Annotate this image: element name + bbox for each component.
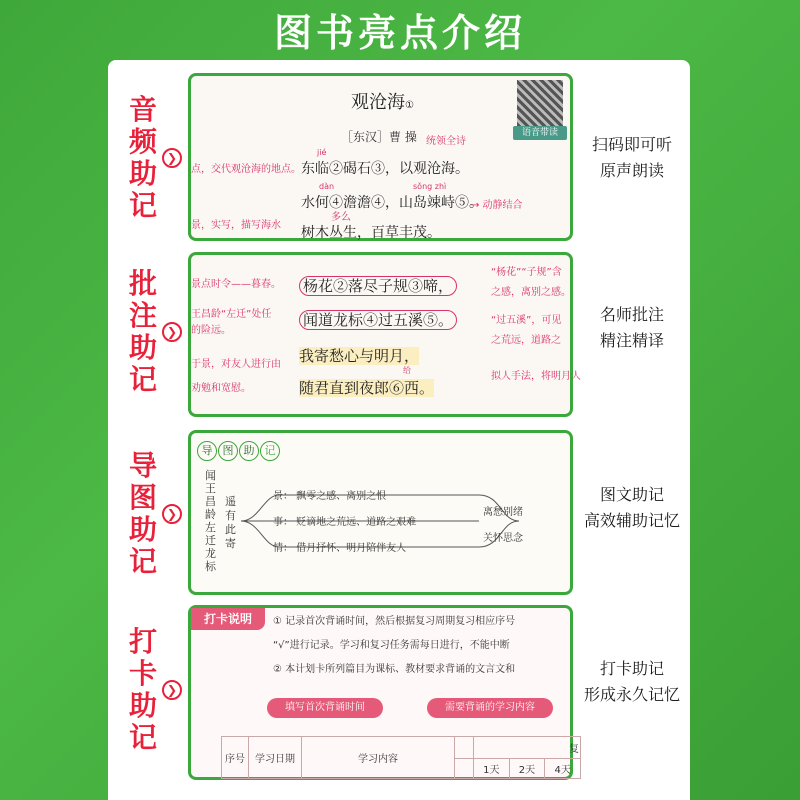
checkin-table <box>221 736 581 779</box>
margin-note: 点，交代观沧海的地点。 <box>191 164 301 175</box>
poem-line: 水何④澹澹④，山岛竦峙⑤。 <box>301 195 483 211</box>
mindmap-summary: 离愁别绪 <box>483 507 523 518</box>
mindmap-branch: 景： 飘零之感、离别之恨 <box>273 491 387 502</box>
qr-code-icon[interactable] <box>517 80 563 126</box>
margin-note: 于景，对友人进行由 <box>191 359 281 370</box>
poem-line: 杨花②落尽子规③啼， <box>299 275 457 296</box>
margin-note: 之荒远，道路之 <box>491 335 561 346</box>
recite-content-button[interactable]: 需要背诵的学习内容 <box>427 698 553 718</box>
section-desc-mindmap: 图文助记 高效辅助记忆 <box>583 485 680 530</box>
first-recite-time-button[interactable]: 填写首次背诵时间 <box>267 698 383 718</box>
annotation-sample-card <box>188 252 581 417</box>
poem-line: 闻道龙标④过五溪⑤。 <box>299 309 457 330</box>
section-label-annotation: 批 注 助 记 <box>128 267 157 396</box>
margin-note: 景点时令——暮春。 <box>191 279 281 290</box>
chevron-right-icon: ❯ <box>162 504 182 524</box>
mindmap-branch: 情： 借月抒怀、明月陪伴友人 <box>273 543 407 554</box>
page-title: 图书亮点介绍 <box>273 11 526 55</box>
margin-note: “杨花”“子规”含 <box>491 267 562 278</box>
table-header: 学习内容 <box>302 737 455 779</box>
poem-line: 随君直到夜郎⑥西。 <box>299 379 435 397</box>
instruction-text: “√”进行记录。学习和复习任务需每日进行，不能中断 <box>273 640 510 651</box>
section-desc-audio: 扫码即可听 原声朗读 <box>591 135 672 180</box>
section-label-audio: 音 频 助 记 <box>128 93 157 222</box>
table-header: 4天 <box>545 759 581 779</box>
margin-note: “过五溪”，可见 <box>491 315 562 326</box>
annotation-all: 统领全诗 <box>426 136 466 147</box>
checkin-sample-card <box>188 605 579 780</box>
poem-line: 我寄愁心与明月， <box>299 347 420 365</box>
section-desc-annotation: 名师批注 精注精译 <box>599 305 664 350</box>
annotation-dynamic: → 动静结合 <box>471 200 523 211</box>
margin-note: 王昌龄“左迁”处任 <box>191 309 272 320</box>
table-header: 序号 <box>222 737 249 779</box>
chevron-right-icon: ❯ <box>162 322 182 342</box>
table-header: 学习日期 <box>249 737 302 779</box>
margin-note: 拟人手法，将明月人 <box>491 371 581 382</box>
margin-note: 景，实写，描写海水 <box>191 220 281 231</box>
margin-note: 劝勉和宽慰。 <box>191 383 251 394</box>
table-header: 1天 <box>474 759 510 779</box>
pinyin: jié <box>317 148 327 157</box>
poem-title: 观沧海① <box>351 92 414 113</box>
section-desc-checkin: 打卡助记 形成永久记忆 <box>583 659 680 704</box>
margin-note: 之感，离别之感。 <box>491 287 571 298</box>
mindmap-branch: 事： 贬谪地之荒远、道路之艰难 <box>273 517 417 528</box>
table-header: 复 <box>474 737 581 759</box>
mindmap-root-title: 闻王昌龄左迁龙标 <box>205 469 216 573</box>
instruction-text: ② 本计划卡所列篇目为课标、教材要求背诵的文言文和 <box>273 664 516 675</box>
chevron-right-icon: ❯ <box>162 680 182 700</box>
table-header: 2天 <box>509 759 545 779</box>
audio-sample-card <box>188 73 573 241</box>
mindmap-sample-card <box>188 430 573 595</box>
mindmap-header: 导 图 助 记 <box>197 439 281 461</box>
poem-author: ［东汉］曹 操 <box>341 130 417 144</box>
section-label-checkin: 打 卡 助 记 <box>128 625 157 754</box>
pinyin: sǒng zhì <box>413 182 447 191</box>
pinyin: 给 <box>403 366 411 375</box>
margin-note: 的险远。 <box>191 325 231 336</box>
annotation-many: 多么 <box>331 212 351 223</box>
pinyin: dàn <box>319 182 335 191</box>
instruction-text: ① 记录首次背诵时间，然后根据复习周期复习相应序号 <box>273 616 516 627</box>
poem-line: 东临②碣石③，以观沧海。 <box>301 161 469 177</box>
mindmap-summary: 关怀思念 <box>483 533 523 544</box>
mindmap-root-subtitle: 遥有此寄 <box>225 495 236 550</box>
poem-line: 树木丛生，百草丰茂。 <box>301 225 441 241</box>
section-label-mindmap: 导 图 助 记 <box>128 449 157 578</box>
audio-badge[interactable]: 语音带读 <box>513 126 567 140</box>
checkin-badge: 打卡说明 <box>191 608 265 630</box>
chevron-right-icon: ❯ <box>162 148 182 168</box>
